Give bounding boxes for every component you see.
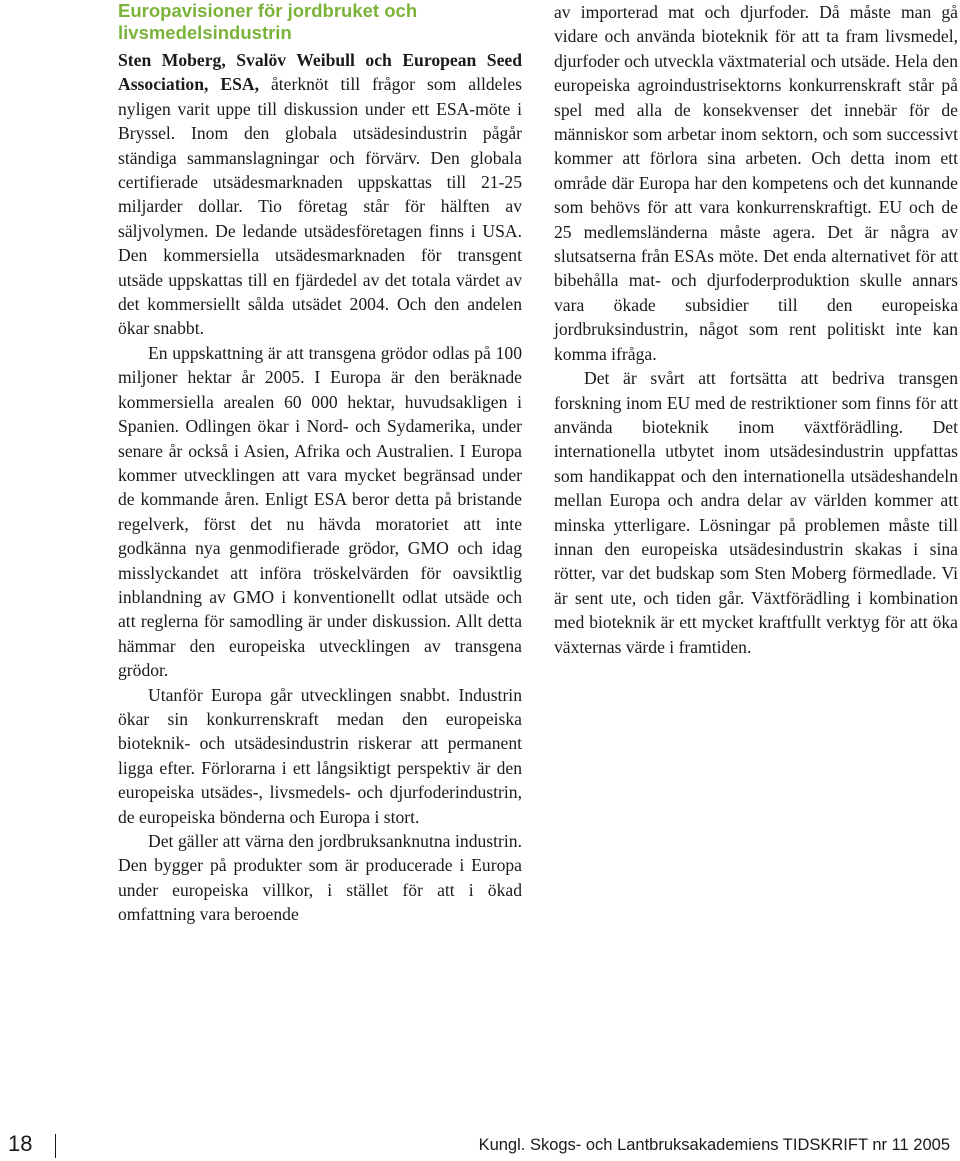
first-paragraph	[118, 48, 522, 341]
lead-text: Sten Moberg, Svalöv Weibull och European Seed Association, ESA,	[118, 50, 522, 95]
paragraph: Det gäller att värna den jordbruksanknutna industrin. Den bygger på produkter som är producerade i Europa under europeiska villkor, i stället för att i ökad omfattning vara beroende	[118, 831, 522, 925]
article-heading: Europavisioner för jordbruket och livsmedelsindustrin	[118, 0, 418, 43]
paragraph: Utanför Europa går utvecklingen snabbt. Industrin ökar sin konkurrenskraft medan den europeiska bioteknik- och utsädesindustrin riskerar att permanent ligga efter. Förlorarna i ett långsiktigt perspektiv är den europeiska utsädes-, livsmedels- och djurfoderindustrin, de europeiska bönderna och Europa i stort.	[118, 684, 522, 827]
paragraph: Det är svårt att fortsätta att bedriva transgen forskning inom EU med de restriktioner som finns för att använda bioteknik inom växtförädling. Det internationella utbytet inom utsädesindustrin uppfattas som handikappat och den internationella utsädeshandeln mellan Europa och andra delar av världen kommer att minska ytterligare. Lösningar på problemen måste till innan den europeiska utsädesindustrin skakas i sina rötter, var det budskap som Sten Moberg förmedlade. Vi är sent ute, och tiden går. Växtförädling i kombination med bioteknik är ett mycket kraftfullt verktyg för att öka växternas värde i framtiden.	[554, 368, 958, 657]
paragraph: av importerad mat och djurfoder. Då måste man gå vidare och använda bioteknik för att ta fram livsmedel, djurfoder och utveckla växtmaterial och utsäde. Hela den europeiska agroindustrisektorns konkurrenskraft står på spel med alla de konsekvenser det innebär för de människor som arbetar inom sektorn, och som successivt kommer att förlora sina arbeten. Och detta inom ett område där Europa har den kompetens och det kunnande som behövs för att vara konkurrenskraftigt. EU och de 25 medlemsländerna måste agera. Det är några av slutsatserna från ESAs möte. Det enda alternativet för att bibehålla mat- och djurfoderproduktion skulle annars vara ökade subsidier till den europeiska jordbruksindustrin, något som rent politiskt inte kan komma ifråga.	[554, 2, 958, 364]
page-number: 18	[8, 1131, 33, 1156]
publication-footer: Kungl. Skogs- och Lantbruksakademiens TIDSKRIFT nr 11 2005	[478, 1136, 950, 1154]
paragraph-text: återknöt till frågor som alldeles nyligen varit uppe till diskussion under ett ESA-möte i Bryssel. Inom den globala utsädesindustrin pågår ständiga sammanslagningar och förvärv. Den globala certifierade utsädesmarknaden uppskattas till 21-25 miljarder dollar. Tio företag står för hälften av säljvolymen. De ledande utsädesföretagen finns i USA. Den kommersiella utsädesmarknaden för transgent utsäde uppskattas till en fjärdedel av det totala värdet av det kommersiellt sålda utsädet 2004. Och den andelen ökar snabbt.	[118, 74, 522, 339]
left-column	[118, 0, 522, 927]
right-column	[554, 0, 958, 659]
paragraph: En uppskattning är att transgena grödor odlas på 100 miljoner hektar år 2005. I Europa är den beräknade kommersiella arealen 60 000 hektar, huvudsakligen i Spanien. Odlingen ökar i Nord- och Sydamerika, under senare år också i Asien, Afrika och Australien. I Europa kommer utvecklingen att vara mycket begränsad under de kommande åren. Enligt ESA beror detta på bristande regelverk, först det nu hävda moratoriet att inte godkänna nya genmodifierade grödor, GMO och idag misslyckandet att införa tröskelvärden för oavsiktlig inblandning av GMO i konventionellt odlat utsäde och att reglerna för samodling är under diskussion. Allt detta hämmar den europeiska utvecklingen av transgena grödor.	[118, 342, 522, 681]
footer-divider	[55, 1134, 56, 1158]
